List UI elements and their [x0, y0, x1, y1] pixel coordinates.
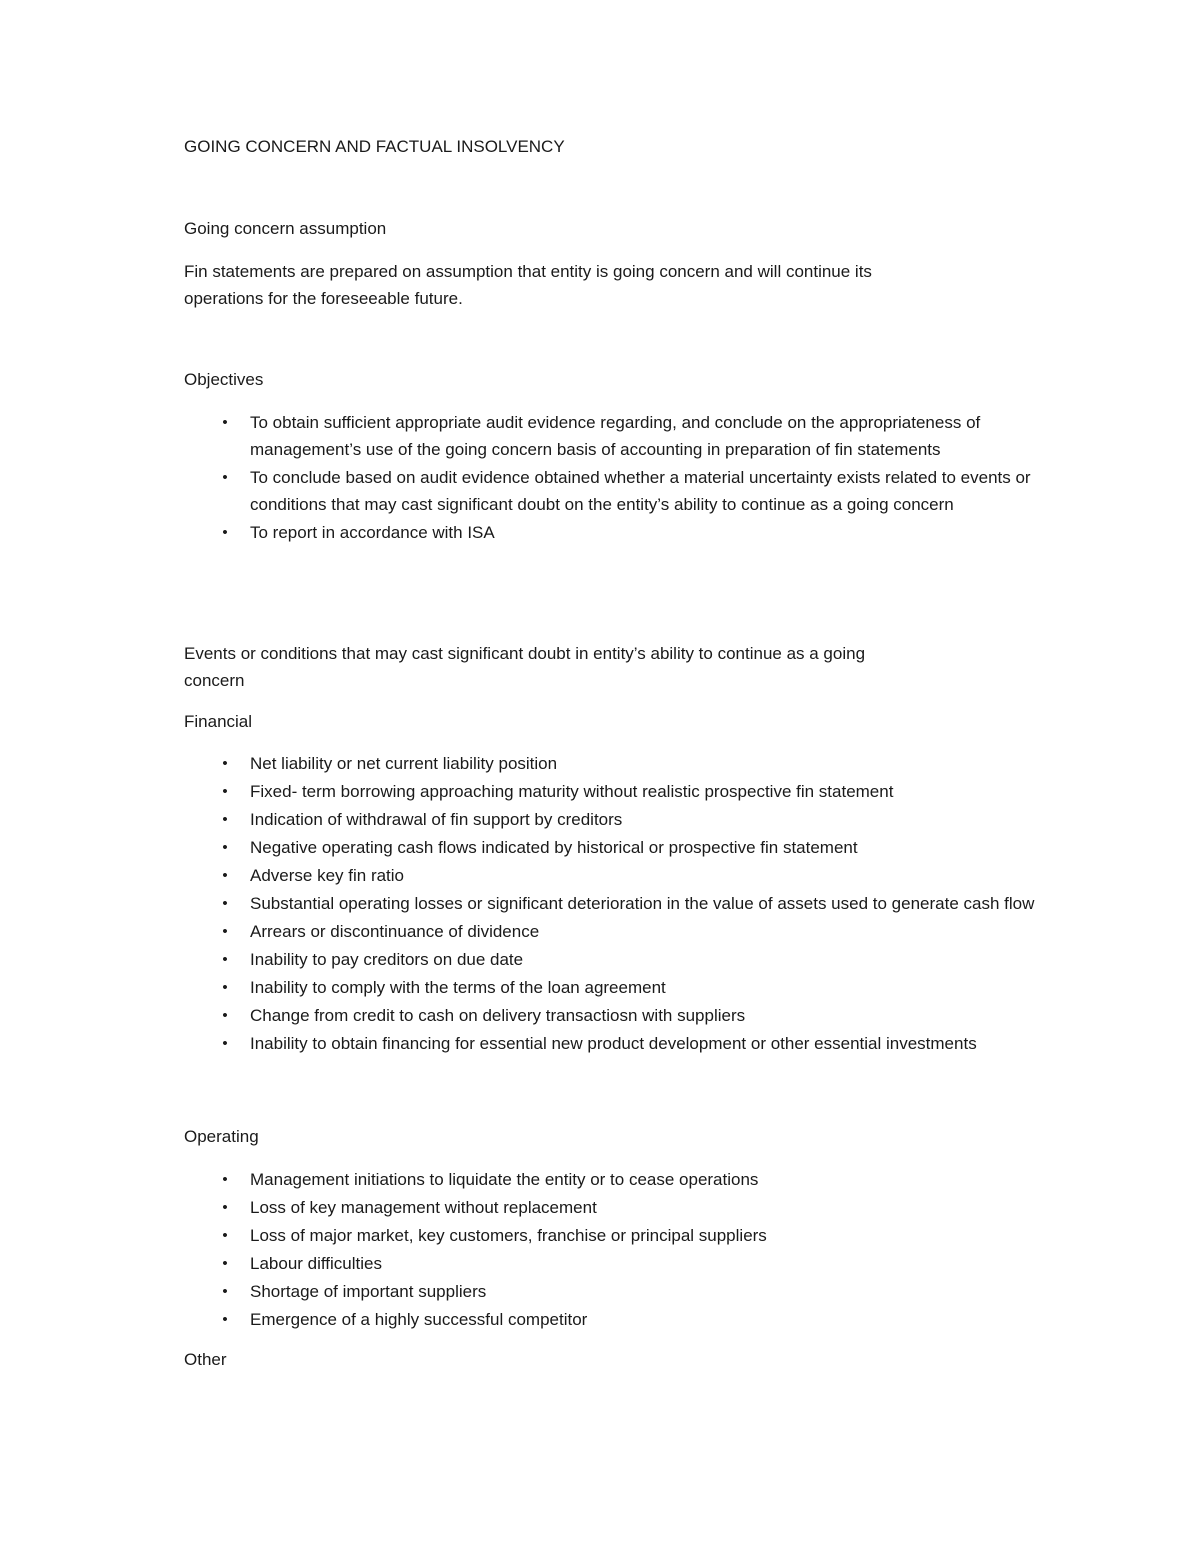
list-item: • Arrears or discontinuance of dividence	[0, 918, 1200, 945]
list-item: • Management initiations to liquidate the entity or to cease operations	[0, 1166, 1200, 1193]
bullet-icon: •	[222, 1227, 228, 1244]
bullet-icon: •	[222, 811, 228, 828]
list-item: • Indication of withdrawal of fin support by creditors	[0, 806, 1200, 833]
list-item: • Shortage of important suppliers	[0, 1278, 1200, 1305]
section-heading-objectives: Objectives	[184, 370, 264, 389]
assumption-paragraph-line-2: operations for the foreseeable future.	[184, 289, 463, 308]
list-item: • Loss of key management without replacement	[0, 1194, 1200, 1221]
list-item: • Inability to pay creditors on due date	[0, 946, 1200, 973]
list-item: • Net liability or net current liability position	[0, 750, 1200, 777]
subheading-financial: Financial	[184, 712, 253, 731]
section-heading-events-line-2: concern	[184, 671, 245, 690]
bullet-icon: •	[222, 1311, 228, 1328]
bullet-icon: •	[222, 979, 228, 996]
list-item: • To report in accordance with ISA	[0, 519, 1200, 546]
bullet-icon: •	[222, 1007, 228, 1024]
bullet-icon: •	[222, 923, 228, 940]
list-item: • Emergence of a highly successful competitor	[0, 1306, 1200, 1333]
list-item: • Substantial operating losses or significant deterioration in the value of assets used to generate cash flow	[0, 890, 1200, 917]
list-item: • Negative operating cash flows indicated by historical or prospective fin statement	[0, 834, 1200, 861]
bullet-icon: •	[222, 469, 228, 486]
bullet-icon: •	[222, 524, 228, 541]
objectives-list	[0, 409, 1200, 547]
list-item: • Fixed- term borrowing approaching maturity without realistic prospective fin statement	[0, 778, 1200, 805]
list-item: • Inability to obtain financing for essential new product development or other essential investments	[0, 1030, 1200, 1057]
list-item: • To conclude based on audit evidence obtained whether a material uncertainty exists related to events or conditions that may cast significant doubt on the entity’s ability to continue as a going concern	[0, 464, 1200, 518]
list-item: • Adverse key fin ratio	[0, 862, 1200, 889]
bullet-icon: •	[222, 755, 228, 772]
list-item: • To obtain sufficient appropriate audit evidence regarding, and conclude on the appropriateness of management’s use of the going concern basis of accounting in preparation of fin statements	[0, 409, 1200, 463]
bullet-icon: •	[222, 895, 228, 912]
bullet-icon: •	[222, 839, 228, 856]
list-item: • Labour difficulties	[0, 1250, 1200, 1277]
operating-list	[0, 1166, 1200, 1334]
bullet-icon: •	[222, 1035, 228, 1052]
subheading-operating: Operating	[184, 1127, 259, 1146]
document-title: GOING CONCERN AND FACTUAL INSOLVENCY	[184, 137, 565, 156]
bullet-icon: •	[222, 1283, 228, 1300]
bullet-icon: •	[222, 867, 228, 884]
bullet-icon: •	[222, 1171, 228, 1188]
list-item: • Change from credit to cash on delivery transactiosn with suppliers	[0, 1002, 1200, 1029]
section-heading-events-line-1: Events or conditions that may cast significant doubt in entity’s ability to continue as a going	[184, 644, 866, 663]
section-heading-going-concern-assumption: Going concern assumption	[184, 219, 387, 238]
bullet-icon: •	[222, 414, 228, 431]
bullet-icon: •	[222, 783, 228, 800]
bullet-icon: •	[222, 1255, 228, 1272]
subheading-other: Other	[184, 1350, 227, 1369]
bullet-icon: •	[222, 1199, 228, 1216]
financial-list	[0, 750, 1200, 1058]
list-item: • Inability to comply with the terms of the loan agreement	[0, 974, 1200, 1001]
list-item: • Loss of major market, key customers, franchise or principal suppliers	[0, 1222, 1200, 1249]
assumption-paragraph-line-1: Fin statements are prepared on assumption that entity is going concern and will continue its	[184, 262, 872, 281]
bullet-icon: •	[222, 951, 228, 968]
